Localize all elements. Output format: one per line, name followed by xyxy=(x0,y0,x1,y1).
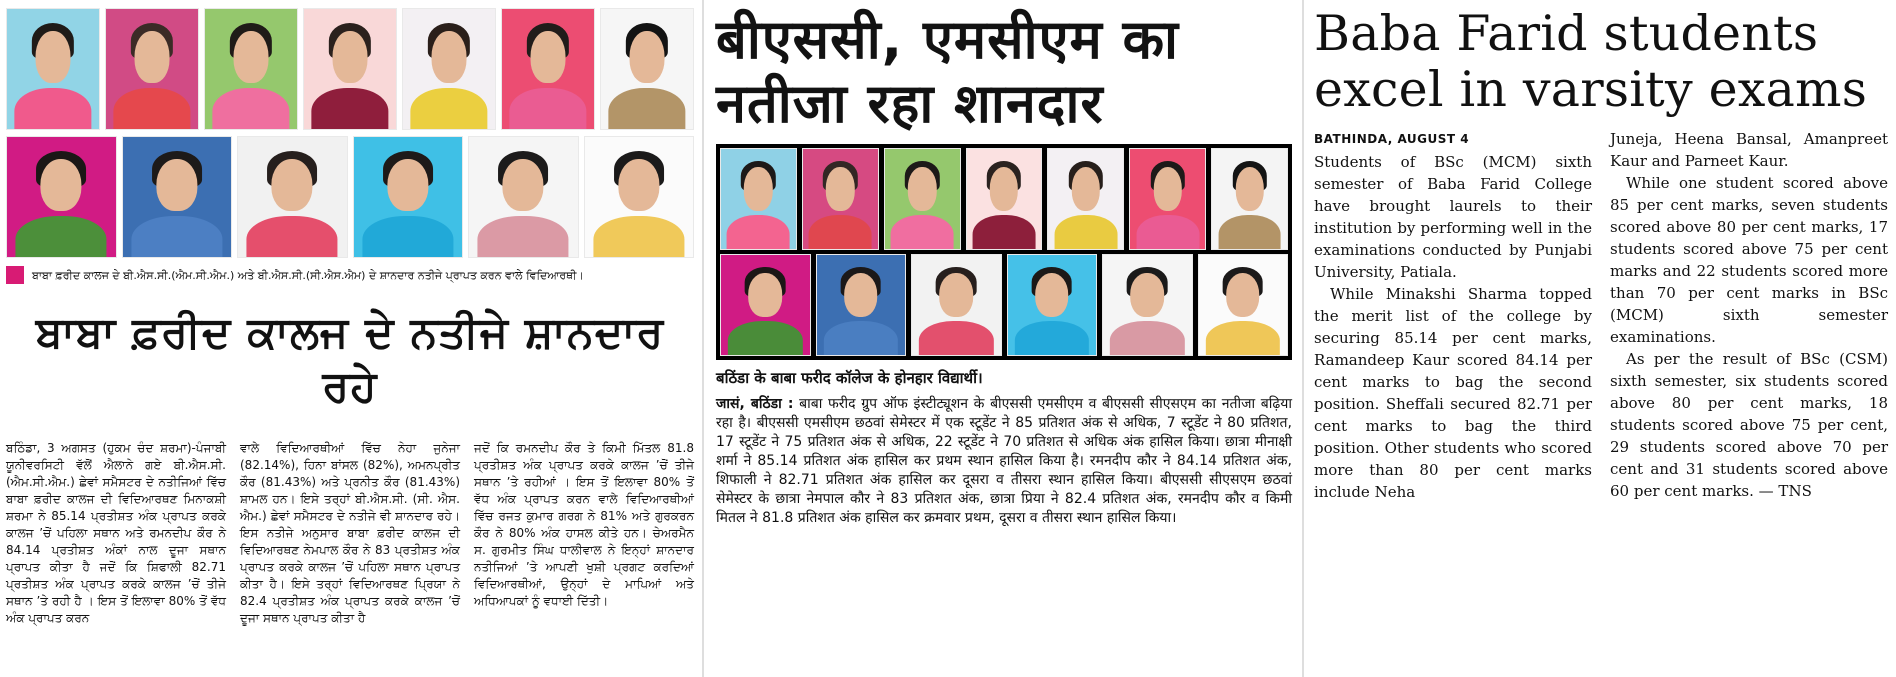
student-face xyxy=(1130,273,1164,317)
panel-divider xyxy=(1302,0,1304,677)
student-attire xyxy=(509,88,586,130)
student-photo xyxy=(237,136,348,258)
student-attire xyxy=(1136,215,1199,250)
student-photo xyxy=(802,148,879,250)
article-dateline: BATHINDA, AUGUST 4 xyxy=(1314,132,1470,146)
student-attire xyxy=(728,321,802,356)
student-attire xyxy=(131,216,222,258)
student-face xyxy=(272,159,313,212)
student-photo-frame xyxy=(716,144,1292,360)
student-photo xyxy=(911,254,1002,356)
student-face xyxy=(1235,167,1263,211)
student-face xyxy=(844,273,878,317)
caption-square-icon xyxy=(6,266,24,284)
student-face xyxy=(234,31,269,84)
student-attire xyxy=(727,215,790,250)
punjabi-article-body xyxy=(6,440,694,627)
student-photo xyxy=(1198,254,1289,356)
english-news-clipping xyxy=(1306,0,1896,677)
student-attire xyxy=(1110,321,1184,356)
article-paragraph: Students of BSc (MCM) sixth semester of Baba Farid College have brought laurels to their institution by performing well in the examinations conducted by Punjabi University, Patiala. xyxy=(1314,153,1592,281)
student-photo xyxy=(303,8,397,130)
student-photo xyxy=(1102,254,1193,356)
student-photo xyxy=(720,254,811,356)
student-attire xyxy=(113,88,190,130)
student-photo xyxy=(402,8,496,130)
student-face xyxy=(531,31,566,84)
article-paragraph: As per the result of BSc (CSM) sixth semester, six students scored above 80 per cent marks, 18 students scored above 75 per cent, 29 students scored above 70 per cent and 31 students scored above 60 per cent marks. — TNS xyxy=(1610,350,1888,500)
article-dateline: जासं, बठिंडा : xyxy=(716,396,794,412)
student-attire xyxy=(1206,321,1280,356)
student-face xyxy=(432,31,467,84)
panel-divider xyxy=(702,0,704,677)
student-photo xyxy=(6,8,100,130)
student-attire xyxy=(478,216,569,258)
student-photo xyxy=(1211,148,1288,250)
student-photo xyxy=(966,148,1043,250)
student-attire xyxy=(362,216,453,258)
student-attire xyxy=(919,321,993,356)
student-photo xyxy=(1129,148,1206,250)
student-photo xyxy=(468,136,579,258)
student-photo xyxy=(1007,254,1098,356)
photo-caption: बठिंडा के बाबा फरीद कॉलेज के होनहार विद्यार्थी। xyxy=(716,369,983,387)
article-column-2 xyxy=(1610,128,1888,503)
student-attire xyxy=(973,215,1036,250)
student-face xyxy=(1035,273,1069,317)
student-photo xyxy=(884,148,961,250)
student-attire xyxy=(1015,321,1089,356)
article-paragraph: While Minakshi Sharma topped the merit list of the college by securing 85.14 per cent marks, Ramandeep Kaur scored 84.14 per cent marks to bag the second position. Sheffali secured 82.71 per cent marks to bag the third position. Other students who scored more than 80 per cent marks include Neha xyxy=(1314,285,1592,501)
student-face xyxy=(156,159,197,212)
student-face xyxy=(908,167,936,211)
student-face xyxy=(939,273,973,317)
article-column-2: ਵਾਲੇ ਵਿਦਿਆਰਥੀਆਂ ਵਿੱਚ ਨੇਹਾ ਜੁਨੇਜਾ (82.14%), ਹਿਨਾ ਬਾਂਸਲ (82%), ਅਮਨਪ੍ਰੀਤ ਕੌਰ (81.43%) ਅਤੇ ਪ੍ਰਨੀਤ ਕੌਰ (81.43%) ਸ਼ਾਮਲ ਹਨ। ਇਸੇ ਤਰ੍ਹਾਂ ਬੀ.ਐਸ.ਸੀ. (ਸੀ. ਐਸ. ਐਮ.) ਛੇਵਾਂ ਸਮੈਸਟਰ ਦੇ ਨਤੀਜੇ ਵੀ ਸ਼ਾਨਦਾਰ ਰਹੇ। ਇਸ ਨਤੀਜੇ ਅਨੁਸਾਰ ਬਾਬਾ ਫ਼ਰੀਦ ਕਾਲਜ ਦੀ ਵਿਦਿਆਰਥਣ ਨੇਮਪਾਲ ਕੌਰ ਨੇ 83 ਪ੍ਰਤੀਸ਼ਤ ਅੰਕ ਪ੍ਰਾਪਤ ਕਰਕੇ ਕਾਲਜ ’ਚੋਂ ਪਹਿਲਾ ਸਥਾਨ ਪ੍ਰਾਪਤ ਕੀਤਾ ਹੈ। ਇਸੇ ਤਰ੍ਹਾਂ ਵਿਦਿਆਰਥਣ ਪ੍ਰਿਯਾ ਨੇ 82.4 ਪ੍ਰਤੀਸ਼ਤ ਅੰਕ ਪ੍ਰਾਪਤ ਕਰਕੇ ਕਾਲਜ ’ਚੋਂ ਦੂਜਾ ਸਥਾਨ ਪ੍ਰਾਪਤ ਕੀਤਾ ਹੈ xyxy=(240,441,460,625)
photo-caption-row xyxy=(6,266,694,284)
student-attire xyxy=(809,215,872,250)
student-photo xyxy=(600,8,694,130)
student-face xyxy=(41,159,82,212)
article-text: बाबा फरीद ग्रुप ऑफ इंस्टीट्यूशन के बीएससी एमसीएम व बीएससी सीएसएम का नतीजा बढ़िया रहा है। बीएससी एमसीएम छठवां सेमेस्टर में एक स्टूडेंट ने 85 प्रतिशत अंक से अधिक, 7 स्टूडेंट ने 80 प्रतिशत, 17 स्टूडेंट ने 75 प्रतिशत अंक से अधिक, 22 स्टूडेंट ने 70 प्रतिशत से अधिक अंक हासिल किया। छात्रा मीनाक्षी शर्मा ने 85.14 प्रतिशत अंक हासिल कर प्रथम स्थान हासिल किया है। रमनदीप कौर ने 84.14 प्रतिशत अंक, शिफाली ने 82.71 प्रतिशत अंक हासिल कर दूसरा व तीसरा स्थान हासिल किया। बीएससी सीएसएम छठवां सेमेस्टर के छात्रा नेमपाल कौर ने 83 प्रतिशत अंक, छात्रा प्रिया ने 82.4 प्रतिशत अंक, रमनदीप कौर व किमी मितल ने 81.8 प्रतिशत अंक हासिल कर क्रमवार प्रथम, दूसरा व तीसरा स्थान हासिल किया। xyxy=(716,396,1293,526)
student-photo xyxy=(584,136,695,258)
hindi-news-clipping xyxy=(708,0,1300,677)
english-article-body xyxy=(1314,128,1888,503)
photo-caption: ਬਾਬਾ ਫ਼ਰੀਦ ਕਾਲਜ ਦੇ ਬੀ.ਐਸ.ਸੀ.(ਐਮ.ਸੀ.ਐਮ.) ਅਤੇ ਬੀ.ਐਸ.ਸੀ.(ਸੀ.ਐਸ.ਐਮ) ਦੇ ਸ਼ਾਨਦਾਰ ਨਤੀਜੇ ਪ੍ਰਾਪਤ ਕਰਨ ਵਾਲੇ ਵਿਦਿਆਰਥੀ। xyxy=(32,268,584,282)
student-face xyxy=(618,159,659,212)
student-attire xyxy=(410,88,487,130)
student-attire xyxy=(212,88,289,130)
student-attire xyxy=(593,216,684,258)
student-attire xyxy=(608,88,685,130)
bottom-student-photos xyxy=(720,254,1288,356)
hindi-article-body xyxy=(716,395,1292,528)
student-attire xyxy=(891,215,954,250)
student-photo xyxy=(6,136,117,258)
student-face xyxy=(1072,167,1100,211)
student-face xyxy=(748,273,782,317)
student-photo xyxy=(501,8,595,130)
student-photo xyxy=(1047,148,1124,250)
student-face xyxy=(36,31,71,84)
student-photo xyxy=(122,136,233,258)
student-face xyxy=(387,159,428,212)
student-face xyxy=(744,167,772,211)
student-face xyxy=(990,167,1018,211)
student-face xyxy=(826,167,854,211)
student-face xyxy=(503,159,544,212)
student-attire xyxy=(247,216,338,258)
student-photo xyxy=(816,254,907,356)
article-paragraph: Juneja, Heena Bansal, Amanpreet Kaur and Parneet Kaur. xyxy=(1610,130,1888,170)
student-face xyxy=(630,31,665,84)
student-attire xyxy=(311,88,388,130)
student-attire xyxy=(14,88,91,130)
article-column-1: ਬਠਿੰਡਾ, 3 ਅਗਸਤ (ਹੁਕਮ ਚੰਦ ਸ਼ਰਮਾ)-ਪੰਜਾਬੀ ਯੂਨੀਵਰਸਿਟੀ ਵੱਲੋਂ ਐਲਾਨੇ ਗਏ ਬੀ.ਐਸ.ਸੀ. (ਐਮ.ਸੀ.ਐਮ.) ਛੇਵਾਂ ਸਮੈਸਟਰ ਦੇ ਨਤੀਜਿਆਂ ਵਿੱਚ ਬਾਬਾ ਫ਼ਰੀਦ ਕਾਲਜ ਦੀ ਵਿਦਿਆਰਥਣ ਮਿਨਾਕਸ਼ੀ ਸ਼ਰਮਾ ਨੇ 85.14 ਪ੍ਰਤੀਸ਼ਤ ਅੰਕ ਪ੍ਰਾਪਤ ਕਰਕੇ ਕਾਲਜ ’ਚੋਂ ਪਹਿਲਾ ਸਥਾਨ ਅਤੇ ਰਮਨਦੀਪ ਕੌਰ ਨੇ 84.14 ਪ੍ਰਤੀਸ਼ਤ ਅੰਕਾਂ ਨਾਲ ਦੂਜਾ ਸਥਾਨ ਪ੍ਰਾਪਤ ਕੀਤਾ ਹੈ ਜਦੋਂ ਕਿ ਸ਼ਿਫਾਲੀ 82.71 ਪ੍ਰਤੀਸ਼ਤ ਅੰਕ ਪ੍ਰਾਪਤ ਕਰਕੇ ਕਾਲਜ ’ਚੋਂ ਤੀਜੇ ਸਥਾਨ ’ਤੇ ਰਹੀ ਹੈ । ਇਸ ਤੋਂ ਇਲਾਵਾ 80% ਤੋਂ ਵੱਧ ਅੰਕ ਪ੍ਰਾਪਤ ਕਰਨ xyxy=(6,441,226,625)
student-photo xyxy=(204,8,298,130)
student-attire xyxy=(824,321,898,356)
hindi-headline: बीएससी, एमसीएम का नतीजा रहा शानदार xyxy=(716,8,1180,135)
punjabi-news-clipping xyxy=(0,0,700,677)
bottom-student-photos xyxy=(6,136,694,258)
article-column-1 xyxy=(1314,128,1592,503)
article-paragraph: While one student scored above 85 per cent marks, seven students scored above 80 per cent marks, 17 students scored above 75 per cent marks and 22 students scored more than 70 per cent marks in BSc (MCM) sixth semester examinations. xyxy=(1610,174,1888,346)
punjabi-headline: ਬਾਬਾ ਫ਼ਰੀਦ ਕਾਲਜ ਦੇ ਨਤੀਜੇ ਸ਼ਾਨਦਾਰ ਰਹੇ xyxy=(35,308,665,412)
student-attire xyxy=(1218,215,1281,250)
student-photo xyxy=(353,136,464,258)
student-attire xyxy=(16,216,107,258)
student-face xyxy=(1153,167,1181,211)
student-photo xyxy=(720,148,797,250)
student-face xyxy=(1226,273,1260,317)
student-face xyxy=(333,31,368,84)
student-attire xyxy=(1054,215,1117,250)
top-student-photos xyxy=(6,8,694,130)
top-student-photos xyxy=(720,148,1288,250)
student-photo xyxy=(105,8,199,130)
english-headline: Baba Farid students excel in varsity exams xyxy=(1314,5,1868,118)
article-column-3: ਜਦੋਂ ਕਿ ਰਮਨਦੀਪ ਕੌਰ ਤੇ ਕਿਮੀ ਮਿੱਤਲ 81.8 ਪ੍ਰਤੀਸ਼ਤ ਅੰਕ ਪ੍ਰਾਪਤ ਕਰਕੇ ਕਾਲਜ ’ਚੋਂ ਤੀਜੇ ਸਥਾਨ ’ਤੇ ਰਹੀਆਂ । ਇਸ ਤੋਂ ਇਲਾਵਾ 80% ਤੋਂ ਵੱਧ ਅੰਕ ਪ੍ਰਾਪਤ ਕਰਨ ਵਾਲੇ ਵਿਦਿਆਰਥੀਆਂ ਵਿੱਚ ਰਜਤ ਕੁਮਾਰ ਗਰਗ ਨੇ 81% ਅਤੇ ਗੁਰਕਰਨ ਕੌਰ ਨੇ 80% ਅੰਕ ਹਾਸਲ ਕੀਤੇ ਹਨ। ਚੇਅਰਮੈਨ ਸ. ਗੁਰਮੀਤ ਸਿੰਘ ਧਾਲੀਵਾਲ ਨੇ ਇਨ੍ਹਾਂ ਸ਼ਾਨਦਾਰ ਨਤੀਜਿਆਂ ’ਤੇ ਆਪਣੀ ਖੁਸ਼ੀ ਪ੍ਰਗਟ ਕਰਦਿਆਂ ਵਿਦਿਆਰਥੀਆਂ, ਉਨ੍ਹਾਂ ਦੇ ਮਾਪਿਆਂ ਅਤੇ ਅਧਿਆਪਕਾਂ ਨੂੰ ਵਧਾਈ ਦਿੱਤੀ। xyxy=(474,441,694,608)
student-face xyxy=(135,31,170,84)
